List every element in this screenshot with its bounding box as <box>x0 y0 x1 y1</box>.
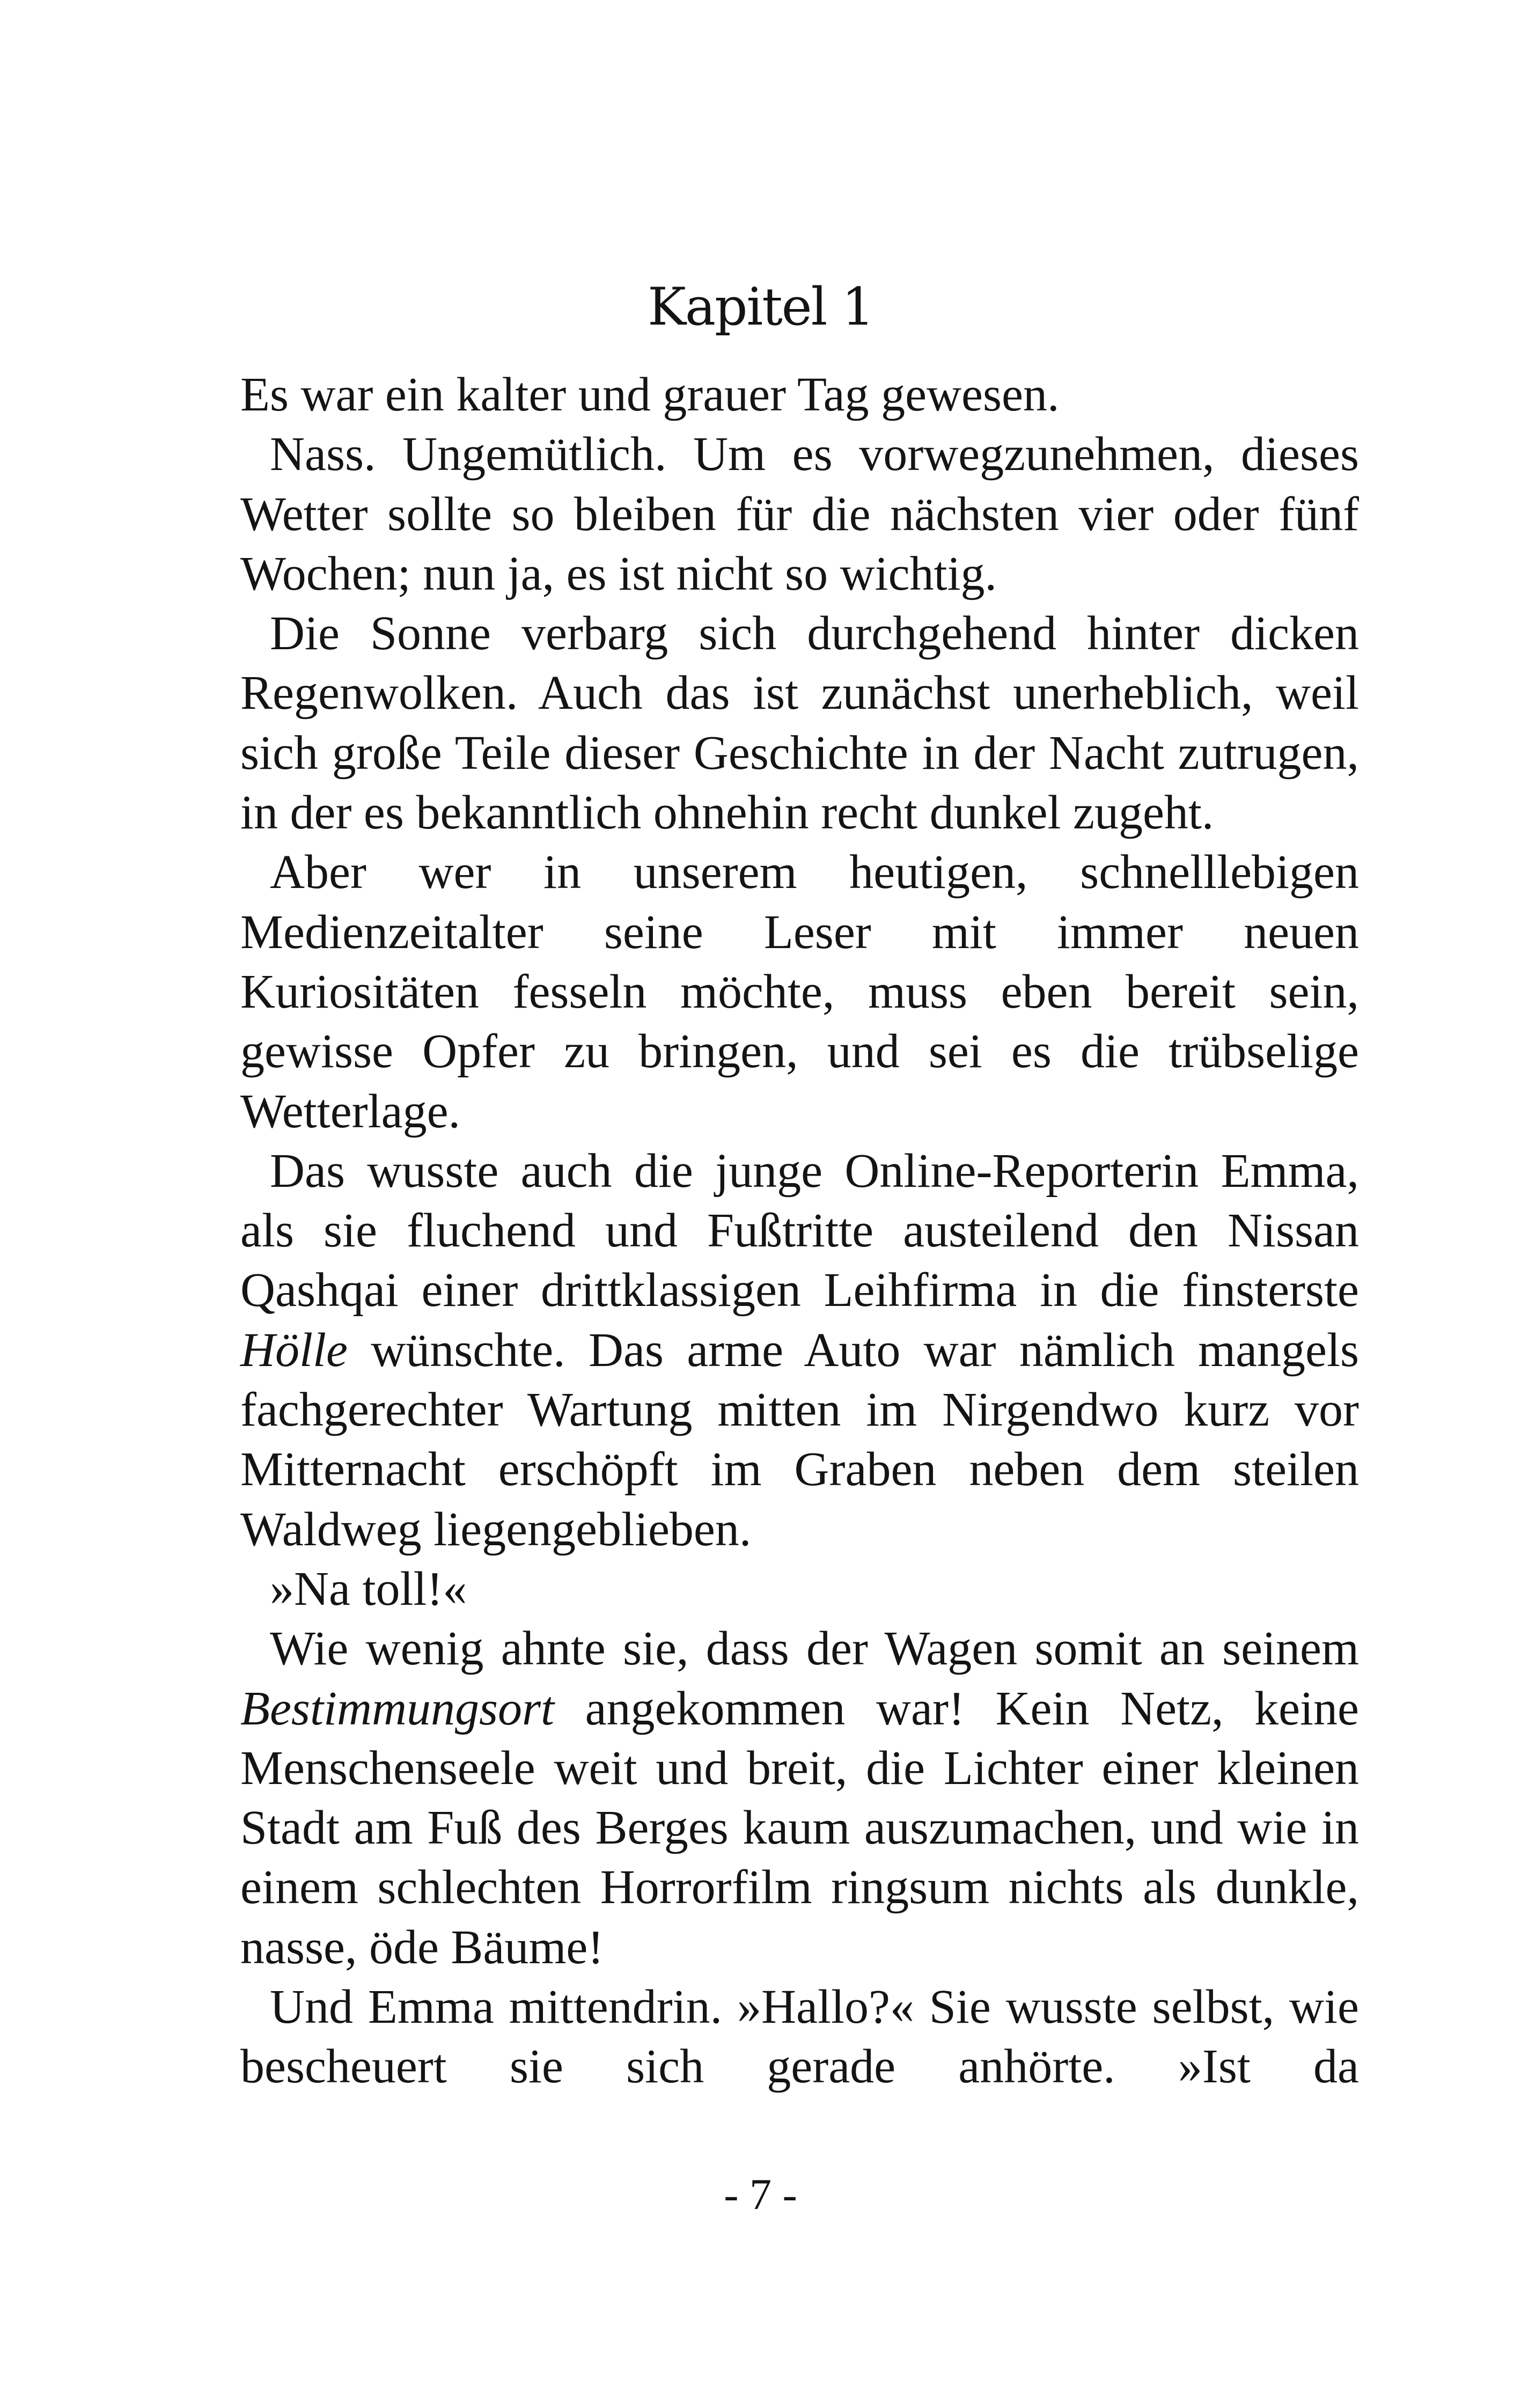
paragraph: Und Emma mittendrin. »Hallo?« Sie wusste selbst, wie bescheuert sie sich gerade anhörte. »Ist da <box>240 1980 1359 2094</box>
italic-word: Hölle <box>240 1323 348 1377</box>
paragraph-text: Wie wenig ahnte sie, dass der Wagen somit an seinem <box>270 1622 1359 1676</box>
chapter-body <box>240 365 1359 2097</box>
chapter-title: Kapitel 1 <box>648 277 873 337</box>
paragraph: Nass. Ungemütlich. Um es vorwegzunehmen, dieses Wetter sollte so bleiben für die nächsten vier oder fünf Wochen; nun ja, es ist nicht so wichtig. <box>240 428 1359 600</box>
paragraph: Die Sonne verbarg sich durchgehend hinter dicken Regenwolken. Auch das ist zunächst unerheblich, weil sich große Teile dieser Geschichte in der Nacht zutrugen, in der es bekanntlich ohnehin recht dunkel zugeht. <box>240 607 1359 840</box>
paragraph <box>240 1619 1359 1977</box>
paragraph: Es war ein kalter und grauer Tag gewesen. <box>240 368 1060 421</box>
paragraph-text: wünschte. Das arme Auto war nämlich mangels fachgerechter Wartung mitten im Nirgendwo kurz vor Mitternacht erschöpft im Graben neben dem steilen Waldweg liegengeblieben. <box>240 1323 1359 1556</box>
page-number: - 7 - <box>724 2170 797 2219</box>
paragraph-text: Das wusste auch die junge Online-Reporterin Emma, als sie fluchend und Fußtritte austeilend den Nissan Qashqai einer drittklassigen Leihfirma in die finsterste <box>240 1144 1359 1317</box>
paragraph-text: angekommen war! Kein Netz, keine Menschenseele weit und breit, die Lichter einer kleinen Stadt am Fuß des Berges kaum auszumachen, und wie in einem schlechten Horrorfilm ringsum nichts als dunkle, nasse, öde Bäume! <box>240 1682 1359 1974</box>
italic-word: Bestimmungsort <box>240 1682 554 1735</box>
paragraph: »Na toll!« <box>270 1562 467 1616</box>
paragraph: Aber wer in unserem heutigen, schnelllebigen Medienzeitalter seine Leser mit immer neuen Kuriositäten fesseln möchte, muss eben bereit sein, gewisse Opfer zu bringen, und sei es die trübselige Wetterlage. <box>240 846 1359 1138</box>
paragraph <box>240 1141 1359 1559</box>
